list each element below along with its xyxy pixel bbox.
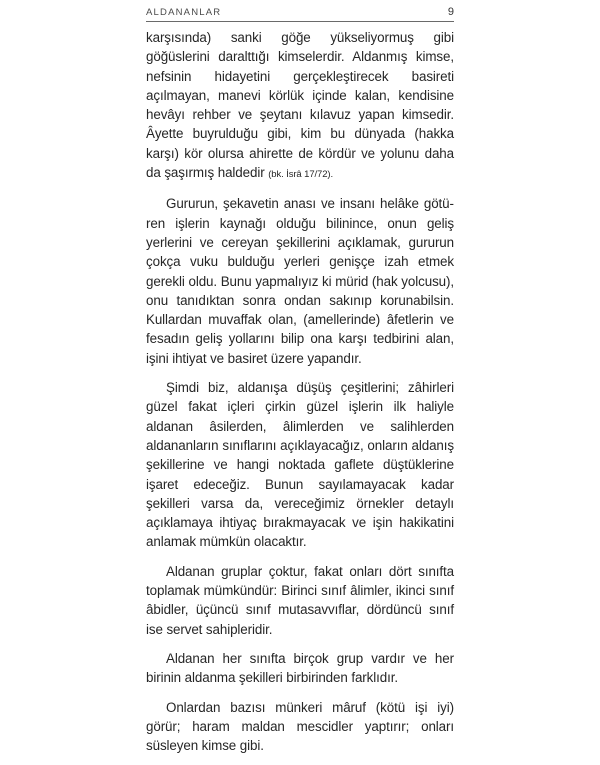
page-number: 9 [447, 6, 454, 18]
paragraph-2: Gururun, şekavetin anası ve insanı helâke götüren işlerin kaynağı olduğu bilinince, onun geliş yerlerini ve cereyan şekillerini açıklamak, gururun çokça vuku bulduğu yerleri genişçe izah etmek gerekli oldu. Bunu yapmalıyız ki mürid (hak yolcusu), onu tanıdıktan sonra ondan sakınıp korunabilsin. Kullardan muvaffak olan, (amellerinde) âfetlerin ve fesadın geliş yollarını bilip ona karşı tedbirini alan, işini ihtiyat ve basiret üzere yapandır. [146, 196, 454, 366]
citation-reference: (bk. İsrâ 17/72). [268, 169, 334, 181]
running-header [146, 7, 454, 22]
paragraph-3: Şimdi biz, aldanışa düşüş çeşitlerini; zâhirleri güzel fakat içleri çirkin güzel işlerin ilk haliyle aldanan âsilerden, âlimlerden ve salihlerden aldananların sınıflarını açıklayacağız, onların aldanış şekillerine ve hangi noktada gaflete düştüklerine işaret edeceğiz. Bunun sayılamayacak kadar şekilleri varsa da, vereceğimiz örnekler detaylı açıklamaya ihtiyaç bırakmayacak ve işin hakikatini anlamak mümkün olacaktır. [146, 380, 454, 550]
running-title: ALDANANLAR [146, 7, 222, 18]
paragraph-5: Aldanan her sınıfta birçok grup vardır ve her birinin aldanma şekilleri birbirinden farklıdır. [146, 650, 454, 686]
paragraph-6: Onlardan bazısı münkeri mâruf (kötü işi iyi) görür; haram maldan mescidler yaptırır; onları süsleyen kimse gibi. [146, 699, 454, 754]
paragraph-4: Aldanan gruplar çoktur, fakat onları dört sınıfta toplamak mümkündür: Birinci sınıf âlimler, ikinci sınıf âbidler, üçüncü sınıf mutasavvıflar, dördüncü sınıf ise servet sahipleridir. [146, 563, 454, 637]
body-text [146, 28, 454, 765]
paragraph-text: karşısında) sanki göğe yükseliyormuş gibi göğüslerini daralttığı kimselerdir. Aldanmış kimse, nefsinin hidayetini gerçekleştirecek basireti açılmayan, manevi körlük içinde kalan, kendisine hevâyı rehber ve şeytanı kılavuz yapan kimsedir. Âyette buyrulduğu gibi, kim bu dünyada (hakka karşı) kör olursa ahirette de kördür ve yolunu daha da şaşırmış haldedir [146, 30, 454, 181]
paragraph-1 [146, 28, 454, 184]
